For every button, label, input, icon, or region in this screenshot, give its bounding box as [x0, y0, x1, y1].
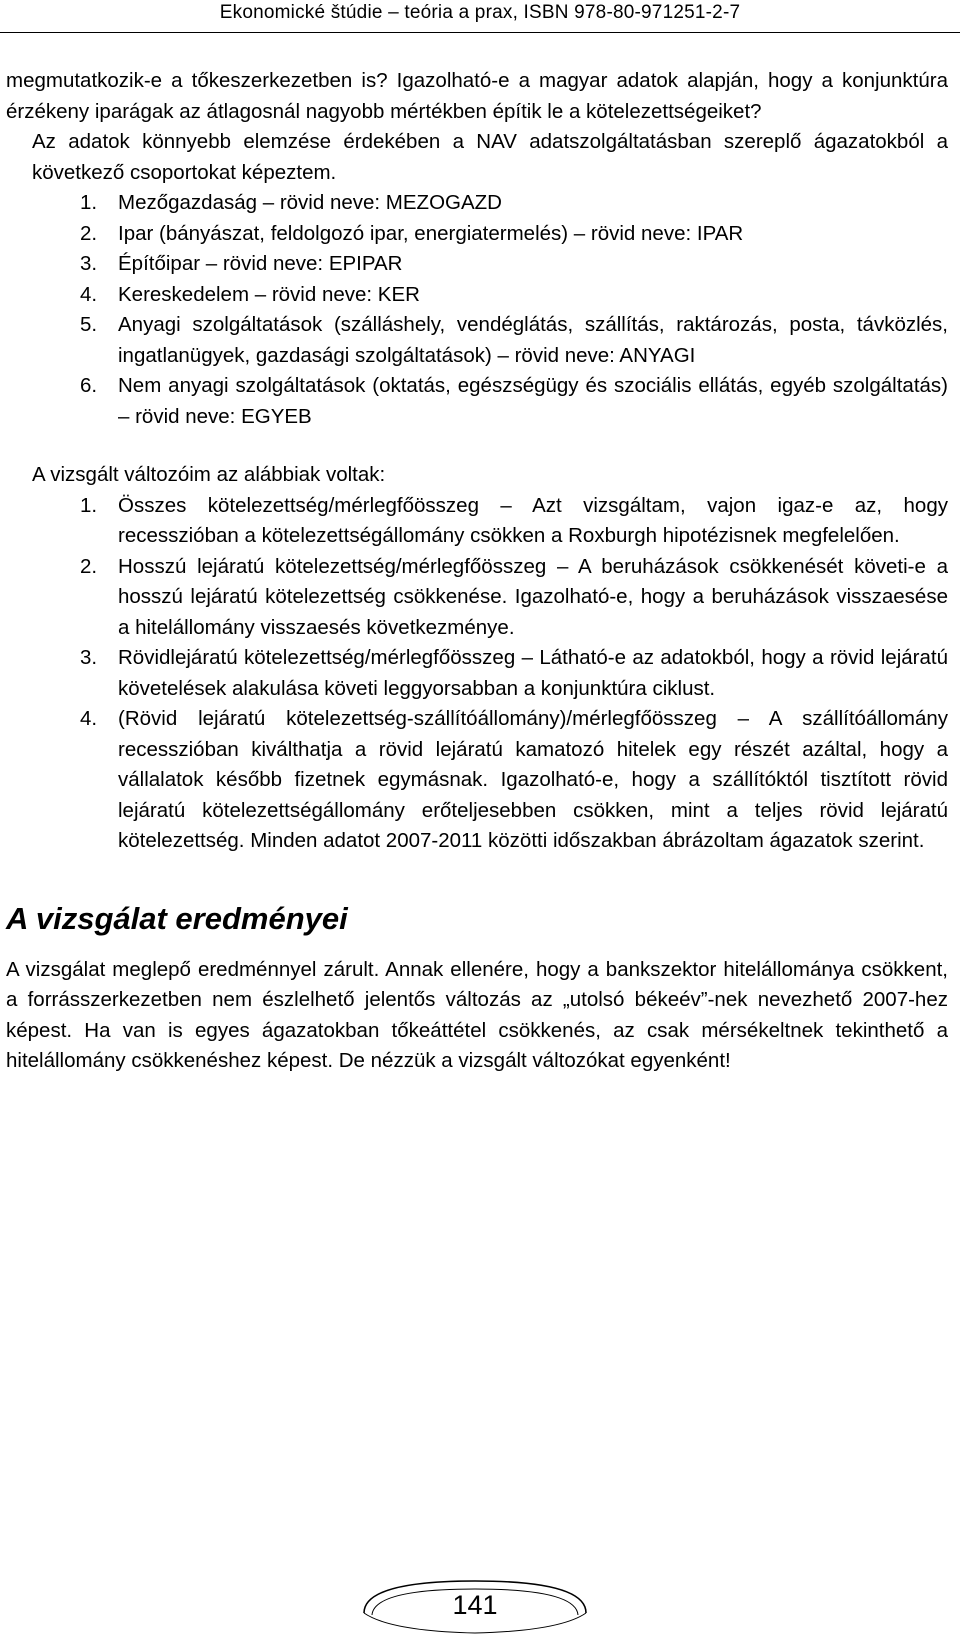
list-number: 4. — [80, 707, 98, 730]
list-text: Kereskedelem – rövid neve: KER — [118, 282, 420, 306]
page-number: 141 — [452, 1590, 498, 1620]
list-text: Mezőgazdaság – rövid neve: MEZOGAZD — [118, 191, 502, 214]
list-number: 6. — [80, 374, 98, 397]
variables-intro: A vizsgált változóim az alábbiak voltak: — [32, 463, 386, 486]
list-text: Ipar (bányászat, feldolgozó ipar, energiatermelés) – rövid neve: IPAR — [118, 221, 744, 245]
list-text: Építőipar – rövid neve: EPIPAR — [118, 252, 403, 275]
results-paragraph: A vizsgálat meglepő eredménnyel zárult. Annak ellenére, hogy a bankszektor hitelállománya csökkent, a forrásszerkezetben nem észlelhető jelentős változás az „utolsó békeév”-nek nevezhető 2007-hez képest. Ha van is egyes ágazatokban tőkeáttétel csökkenés, az csak mérsékeltnek tekinthető a hitelállomány csökkenéshez képest. De nézzük a vizsgált változókat egyenként! — [6, 957, 948, 1072]
list-number: 2. — [80, 221, 98, 245]
list-number: 1. — [80, 493, 98, 517]
list-item — [80, 552, 948, 644]
section-heading: A vizsgálat eredményei — [6, 900, 348, 936]
list-item — [80, 280, 948, 311]
list-item — [80, 491, 948, 552]
list-item — [80, 249, 948, 280]
list-text: Hosszú lejáratú kötelezettség/mérlegfőösszeg – A beruházások csökkenését követi-e a hosszú lejáratú kötelezettség csökkenése. Igazolható-e, hogy a beruházások visszaesése a hitelállomány visszaesés következménye. — [118, 554, 948, 639]
list-number: 3. — [80, 252, 98, 275]
variables-list — [6, 491, 948, 857]
list-text: Rövidlejáratú kötelezettség/mérlegfőösszeg – Látható-e az adatokból, hogy a rövid lejáratú követelések alakulása követi leggyorsabban a konjunktúra ciklust. — [118, 646, 948, 700]
list-item — [80, 310, 948, 371]
list-item — [80, 371, 948, 432]
intro-paragraph: megmutatkozik-e a tőkeszerkezetben is? Igazolható-e a magyar adatok alapján, hogy a konjunktúra érzékeny iparágak az átlagosnál nagyobb mértékben építik le a kötelezettségeiket? — [6, 69, 948, 123]
list-number: 4. — [80, 282, 98, 306]
list-number: 5. — [80, 313, 98, 336]
list-text: Anyagi szolgáltatások (szálláshely, vendéglátás, szállítás, raktározás, posta, távközlés, ingatlanügyek, gazdasági szolgáltatások) – rövid neve: ANYAGI — [118, 313, 948, 367]
list-item — [80, 704, 948, 857]
list-number: 3. — [80, 646, 98, 669]
running-header: Ekonomické štúdie – teória a prax, ISBN 978-80-971251-2-7 — [0, 0, 960, 33]
page-number-badge — [360, 1573, 590, 1643]
list-number: 2. — [80, 554, 98, 578]
list-item — [80, 188, 948, 219]
list-item — [80, 643, 948, 704]
list-item — [80, 219, 948, 250]
list-text: Összes kötelezettség/mérlegfőösszeg – Azt vizsgáltam, vajon igaz-e az, hogy recesszióban a kötelezettségállomány csökken a Roxburgh hipotézisnek megfelelően. — [118, 493, 948, 547]
groups-intro-paragraph: Az adatok könnyebb elemzése érdekében a NAV adatszolgáltatásban szereplő ágazatokból a következő csoportokat képeztem. — [32, 130, 948, 184]
page-content — [6, 66, 948, 1077]
list-number: 1. — [80, 191, 98, 214]
groups-list — [6, 188, 948, 432]
list-text: (Rövid lejáratú kötelezettség-szállítóállomány)/mérlegfőösszeg – A szállítóállomány recesszióban kiválthatja a rövid lejáratú kamatozó hitelek egy részét azáltal, hogy a vállalatok később fizetnek egymásnak. Igazolható-e, hogy a szállítóktól tisztított rövid lejáratú kötelezettségállomány erőteljesebben csökken, mint a teljes rövid lejáratú kötelezettség. Minden adatot 2007-2011 közötti időszakban ábrázoltam ágazatok szerint. — [118, 707, 948, 852]
list-text: Nem anyagi szolgáltatások (oktatás, egészségügy és szociális ellátás, egyéb szolgáltatás) – rövid neve: EGYEB — [118, 374, 948, 428]
